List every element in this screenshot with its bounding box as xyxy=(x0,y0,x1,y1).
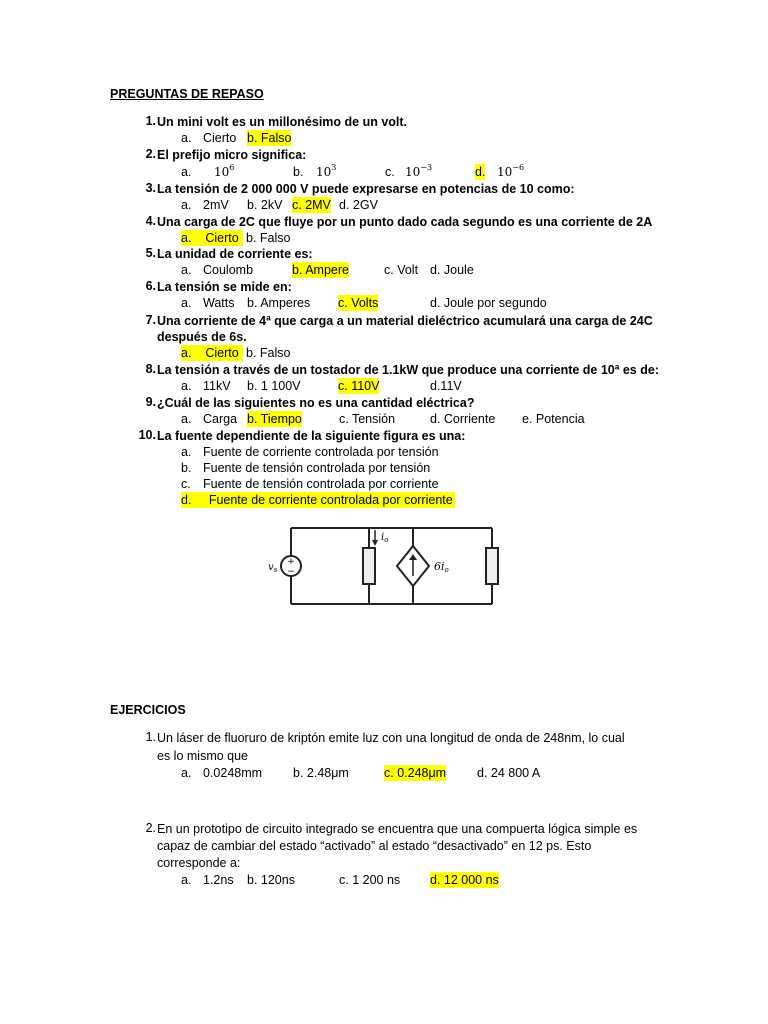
q2-option-a: $10^6$ xyxy=(214,163,235,179)
q5-option-b-answer: b. Ampere xyxy=(292,263,349,277)
e1-option-a-letter: a. xyxy=(181,766,192,780)
q7-text: Una corriente de 4ª que carga a un material dieléctrico acumulará una carga de 24C xyxy=(157,314,653,328)
e1-text: Un láser de fluoruro de kriptón emite luz con una longitud de onda de 248nm, lo cual xyxy=(157,731,625,745)
q6-text: La tensión se mide en: xyxy=(157,280,292,294)
q2-option-d-answer: d. xyxy=(475,165,486,179)
q8-option-b: b. 1 100V xyxy=(247,379,301,393)
e2-option-a-letter: a. xyxy=(181,873,192,887)
q1-text: Un mini volt es un millonésimo de un volt. xyxy=(157,115,408,129)
q7-option-a-answer: a. Cierto xyxy=(181,345,243,361)
q4-number: 4. xyxy=(145,214,156,228)
q5-option-a-letter: a. xyxy=(181,263,192,277)
q3-text: La tensión de 2 000 000 V puede expresarse en potencias de 10 como: xyxy=(157,182,575,196)
q5-number: 5. xyxy=(145,246,156,260)
q6-number: 6. xyxy=(145,279,156,293)
q6-option-b: b. Amperes xyxy=(247,296,311,310)
voltage-source-icon xyxy=(281,556,301,577)
e1-option-a: 0.0248mm xyxy=(203,766,263,780)
resistor-icon xyxy=(363,548,375,584)
q10-option-a-letter: a. xyxy=(181,445,192,459)
q3-number: 3. xyxy=(145,181,156,195)
q2-option-b-letter: b. xyxy=(293,165,304,179)
svg-text:−: − xyxy=(287,567,295,577)
q8-option-c-answer: c. 110V xyxy=(338,379,380,393)
q8-text: La tensión a través de un tostador de 1.1kW que produce una corriente de 10ª es de: xyxy=(157,363,659,377)
exercises-heading: EJERCICIOS xyxy=(110,703,186,717)
q10-option-c: Fuente de tensión controlada por corriente xyxy=(203,477,439,491)
e2-option-c: c. 1 200 ns xyxy=(339,873,401,887)
q2-option-c: $10^{-3}$ xyxy=(405,163,433,179)
q3-option-a-letter: a. xyxy=(181,198,192,212)
q1-option-a-letter: a. xyxy=(181,131,192,145)
q9-option-a-letter: a. xyxy=(181,412,192,426)
q3-option-b: b. 2kV xyxy=(247,198,283,212)
q4-option-b: b. Falso xyxy=(246,231,291,245)
review-heading: PREGUNTAS DE REPASO xyxy=(110,87,264,101)
q10-option-b-letter: b. xyxy=(181,461,192,475)
control-label: 6io xyxy=(434,560,449,574)
q5-option-d: d. Joule xyxy=(430,263,474,277)
q9-option-b-answer: b. Tiempo xyxy=(247,412,302,426)
e1-text-line2: es lo mismo que xyxy=(157,749,249,763)
current-arrow-icon xyxy=(372,530,378,546)
q7-text-line2: después de 6s. xyxy=(157,330,247,344)
q2-number: 2. xyxy=(145,147,156,161)
circuit-diagram xyxy=(262,518,512,610)
q8-option-d: d.11V xyxy=(430,379,462,393)
q6-option-a: Watts xyxy=(203,296,235,310)
dependent-current-source-icon xyxy=(397,546,429,586)
q9-option-e: e. Potencia xyxy=(522,412,585,426)
q4-option-a-answer: a. Cierto xyxy=(181,230,243,246)
e2-option-b: b. 120ns xyxy=(247,873,295,887)
q1-option-b-answer: b. Falso xyxy=(247,131,292,145)
e1-option-d: d. 24 800 A xyxy=(477,766,541,780)
q2-text: El prefijo micro significa: xyxy=(157,148,307,162)
e2-text-line3: corresponde a: xyxy=(157,856,241,870)
q6-option-c-answer: c. Volts xyxy=(338,296,379,310)
io-label: $i_o$ xyxy=(381,532,389,544)
q2-option-b: $10^3$ xyxy=(316,163,337,179)
q8-option-a-letter: a. xyxy=(181,379,192,393)
e1-number: 1. xyxy=(145,730,156,744)
q9-option-a: Carga xyxy=(203,412,238,426)
q3-option-d: d. 2GV xyxy=(339,198,378,212)
q6-option-a-letter: a. xyxy=(181,296,192,310)
e2-option-d-answer: d. 12 000 ns xyxy=(430,873,499,887)
q6-option-d: d. Joule por segundo xyxy=(430,296,547,310)
e2-text: En un prototipo de circuito integrado se encuentra que una compuerta lógica simple es xyxy=(157,822,638,836)
q2-option-d: $10^{-6}$ xyxy=(497,163,525,179)
q8-number: 8. xyxy=(145,362,156,376)
q2-option-a-letter: a. xyxy=(181,165,192,179)
e2-number: 2. xyxy=(145,821,156,835)
q9-text: ¿Cuál de las siguientes no es una cantidad eléctrica? xyxy=(157,396,475,410)
e1-option-c-answer: c. 0.248μm xyxy=(384,766,447,780)
q1-option-a: Cierto xyxy=(203,131,237,145)
q7-option-b: b. Falso xyxy=(246,346,291,360)
q10-option-b: Fuente de tensión controlada por tensión xyxy=(203,461,431,475)
e1-option-b: b. 2.48μm xyxy=(293,766,349,780)
e2-text-line2: capaz de cambiar del estado “activado” al estado “desactivado” en 12 ps. Esto xyxy=(157,839,592,853)
svg-text:+: + xyxy=(287,557,295,567)
q5-option-a: Coulomb xyxy=(203,263,254,277)
q3-option-a: 2mV xyxy=(203,198,229,212)
q5-text: La unidad de corriente es: xyxy=(157,247,313,261)
q10-option-d-answer: d. Fuente de corriente controlada por corriente xyxy=(181,493,453,507)
vs-label: $v_s$ xyxy=(268,562,278,574)
q1-number: 1. xyxy=(145,114,156,128)
q10-text: La fuente dependiente de la siguiente figura es una: xyxy=(157,429,466,443)
resistor-icon xyxy=(486,548,498,584)
q7-number: 7. xyxy=(145,313,156,327)
q3-option-c-answer: c. 2MV xyxy=(292,198,331,212)
q9-option-d: d. Corriente xyxy=(430,412,496,426)
q10-option-a: Fuente de corriente controlada por tensión xyxy=(203,445,439,459)
q8-option-a: 11kV xyxy=(203,379,231,393)
q4-text: Una carga de 2C que fluye por un punto dado cada segundo es una corriente de 2A xyxy=(157,215,653,229)
q10-number: 10. xyxy=(138,428,156,442)
q9-number: 9. xyxy=(145,395,156,409)
q5-option-c: c. Volt xyxy=(384,263,419,277)
e2-option-a: 1.2ns xyxy=(203,873,234,887)
q2-option-c-letter: c. xyxy=(385,165,395,179)
q10-option-c-letter: c. xyxy=(181,477,191,491)
q9-option-c: c. Tensión xyxy=(339,412,396,426)
